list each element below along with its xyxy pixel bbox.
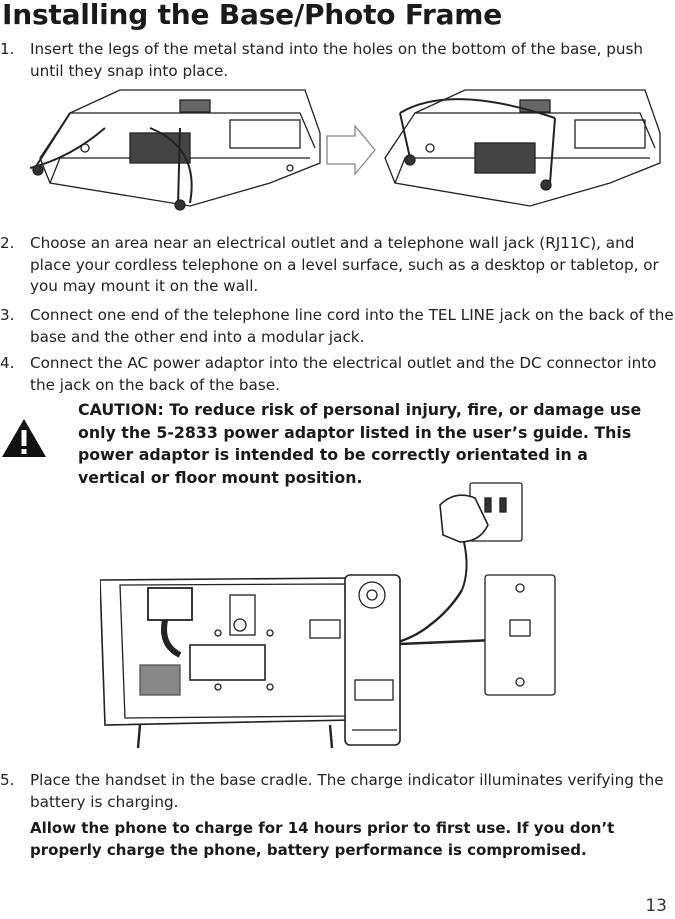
step-number: 3. xyxy=(0,306,15,324)
page-title: Installing the Base/Photo Frame xyxy=(2,0,503,31)
step-text: Choose an area near an electrical outlet and a telephone wall jack (RJ11C), and place your cordless telephone on a level surface, such as a desktop or tabletop, or you may mount it on the wall. xyxy=(30,234,659,295)
step-text: Place the handset in the base cradle. The charge indicator illuminates verifying the battery is charging. xyxy=(30,771,664,811)
page-number: 13 xyxy=(645,896,667,916)
stand-insertion-illustration xyxy=(30,88,670,218)
wiring-illustration xyxy=(100,480,570,755)
caution-block xyxy=(0,399,675,491)
step-text: Connect one end of the telephone line cord into the TEL LINE jack on the back of the base and the other end into a modular jack. xyxy=(30,306,674,346)
warning-triangle-icon xyxy=(0,417,48,459)
step-text: Connect the AC power adaptor into the electrical outlet and the DC connector into the jack on the back of the base. xyxy=(30,354,657,394)
step-number: 1. xyxy=(0,40,15,58)
caution-text: CAUTION: To reduce risk of personal injury, fire, or damage use only the 5-2833 power adaptor listed in the user’s guide. This power adaptor is intended to be correctly orientated in a vertical or floor mount position. xyxy=(78,400,642,487)
step-number: 5. xyxy=(0,771,15,789)
step-text: Insert the legs of the metal stand into the holes on the bottom of the base, push until they snap into place. xyxy=(30,40,644,80)
charging-note: Allow the phone to charge for 14 hours prior to first use. If you don’t properly charge the phone, battery performance is compromised. xyxy=(30,819,615,859)
step-number: 2. xyxy=(0,234,15,252)
step-number: 4. xyxy=(0,354,15,372)
